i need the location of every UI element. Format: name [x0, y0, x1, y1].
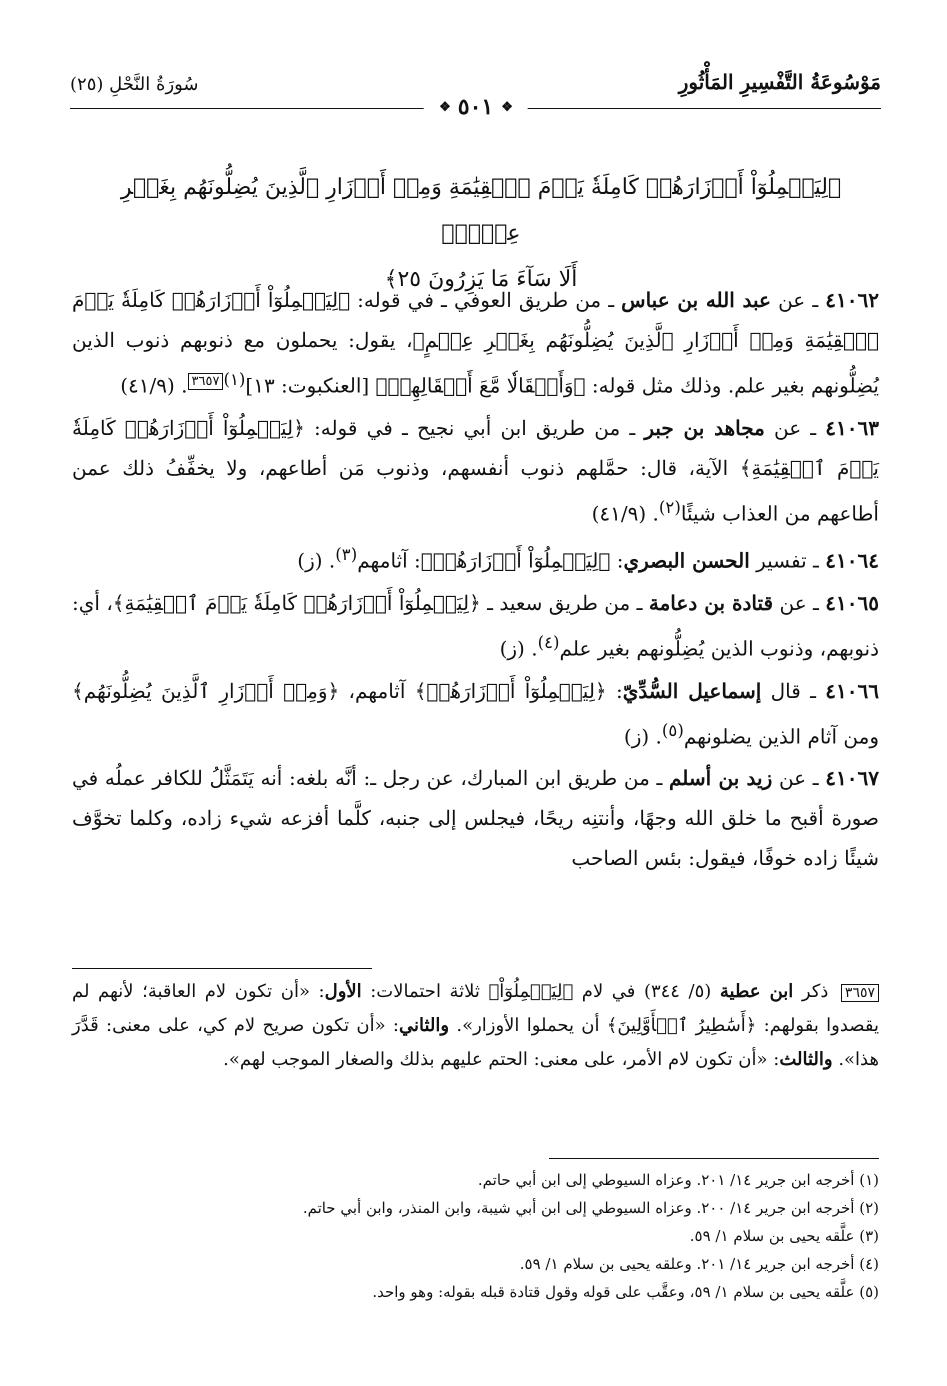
narrator-name: إسماعيل السُّدِّيّ	[622, 678, 762, 703]
footnote: (٣) علَّقه يحيى بن سلام ١/ ٥٩.	[689, 1227, 879, 1245]
footnote-marker[interactable]: (٢)	[658, 497, 681, 517]
entry-text: ـ من طريق العوفي ـ في قوله: ﴿لِيَحۡمِلُوٓاْ أَوۡزَارَهُمۡ كَامِلَةٗ يَوۡمَ ٱلۡقِيَٰمَةِ وَمِنۡ أَوۡزَارِ ٱلَّذِينَ يُضِلُّونَهُم بِغَيۡرِ عِلۡمٍ﴾، يقول: يحملون مع ذنوبهم ذنوب الذين يُضِلُّونهم بغير علم. وذلك مثل قوله: ﴿وَأَثۡقَالٗا مَّعَ أَثۡقَالِهِمۡ﴾ [العنكبوت: ١٣]	[72, 288, 879, 398]
entry-source: . (٤١/٩)	[120, 373, 188, 398]
footnotes	[72, 1166, 879, 1306]
scholarly-note	[72, 975, 879, 1077]
entry-prefix: ـ عن	[772, 766, 819, 791]
entry-prefix: ـ عن	[764, 415, 817, 440]
footnote-separator	[549, 1158, 879, 1159]
page-number-block	[423, 94, 528, 120]
surah-label: سُورَةُ النَّحْلِ (٢٥)	[70, 74, 199, 95]
note-label-second: والثاني	[398, 1015, 450, 1036]
note-text: : «أن تكون صريح لام كي، على معنى: قَدَّرَ هذا».	[72, 1015, 879, 1070]
page-number: ٥٠١	[457, 94, 494, 120]
ornament-icon: ❖	[501, 99, 512, 115]
narrator-name: زيد بن أسلم	[668, 766, 773, 791]
entry-text: : ﴿لِيَحۡمِلُوٓاْ أَوۡزَارَهُمۡ﴾: آثامهم	[357, 548, 624, 573]
entry	[72, 535, 879, 581]
entry-number: ٤١٠٦٧	[825, 766, 880, 791]
entry-text: : ﴿لِيَحۡمِلُوٓاْ أَوۡزَارَهُمۡ﴾ آثامهم، ﴿وَمِنۡ أَوۡزَارِ ٱلَّذِينَ يُضِلُّونَهُم﴾ ومن آثام الذين يضلونهم	[72, 678, 879, 749]
note-text: : «أن تكون لام الأمر، على معنى: الحتم عليهم بذلك والصغار الموجب لهم».	[223, 1049, 780, 1070]
entry-text: ـ من طريق ابن أبي نجيح ـ في قوله: ﴿لِيَحۡمِلُوٓاْ أَوۡزَارَهُمۡ كَامِلَةٗ يَوۡمَ ٱلۡقِيَٰمَةِ﴾ الآية، قال: حمَّلهم ذنوب أنفسهم، وذنوب مَن أطاعهم، ولا يخفِّفُ ذلك عمن أطاعهم من العذاب شيئًا	[72, 415, 879, 526]
footnote-marker[interactable]: (٥)	[661, 720, 684, 740]
entry	[72, 671, 879, 757]
page-header	[70, 70, 881, 128]
verse-line-1: ﴿لِيَحۡمِلُوٓاْ أَوۡزَارَهُمۡ كَامِلَةٗ يَوۡمَ ٱلۡقِيَٰمَةِ وَمِنۡ أَوۡزَارِ ٱلَّذِينَ يُضِلُّونَهُم بِغَيۡرِ عِلۡمٍۗ	[120, 175, 842, 246]
entry-prefix: ـ عن	[773, 590, 819, 615]
commentary-body	[72, 280, 879, 880]
footnote: (٥) علَّقه يحيى بن سلام ١/ ٥٩، وعقَّب على قوله وقول قتادة قبله بقوله: وهو واحد.	[372, 1283, 879, 1301]
narrator-name: الحسن البصري	[623, 548, 750, 573]
note-label-third: والثالث	[779, 1049, 833, 1070]
note-text: ذكر	[793, 981, 837, 1002]
footnote: (٢) أخرجه ابن جرير ١٤/ ٢٠٠. وعزاه السيوطي إلى ابن أبي شيبة، وابن المنذر، وابن أبي حاتم.	[302, 1199, 879, 1217]
note-separator	[72, 968, 372, 969]
entry-prefix: ـ تفسير	[749, 548, 819, 573]
entry	[72, 758, 879, 878]
note-text: (٥/ ٣٤٤) في لام ﴿لِيَحۡمِلُوٓاْ﴾ ثلاثة احتمالات:	[361, 981, 720, 1002]
note-author: ابن عطية	[719, 981, 794, 1002]
narrator-name: قتادة بن دعامة	[648, 590, 774, 615]
entry	[72, 583, 879, 669]
footnote-marker[interactable]: (٤)	[537, 632, 560, 652]
entry-number: ٤١٠٦٦	[825, 678, 880, 703]
footnote: (٤) أخرجه ابن جرير ١٤/ ٢٠١. وعلقه يحيى بن سلام ١/ ٥٩.	[519, 1255, 879, 1273]
entry-number: ٤١٠٦٣	[825, 415, 879, 440]
entry	[72, 280, 879, 406]
narrator-name: مجاهد بن جبر	[644, 415, 765, 440]
entry-number: ٤١٠٦٤	[825, 548, 879, 573]
footnote: (١) أخرجه ابن جرير ١٤/ ٢٠١. وعزاه السيوطي إلى ابن أبي حاتم.	[477, 1171, 879, 1189]
footnote-marker[interactable]: (١)	[223, 370, 246, 389]
book-title: مَوْسُوعَةُ التَّفْسِيرِ المَأْثُورِ	[678, 70, 881, 94]
entry-text: ـ من طريق ابن المبارك، عن رجل ـ: أنَّه بلغه: أنه يَتَمَثَّلُ للكافر عملُه في صورة أقبح ما خلق الله وجهًا، وأنتنِه ريحًا، فيجلس إلى جنبه، كلَّما أفزعه شيء زاده، وكلما تخوَّف شيئًا زاده خوفًا، فيقول: بئس الصاحب	[72, 766, 879, 871]
entry-source: . (ز)	[297, 548, 336, 573]
note-reference[interactable]: ٣٦٥٧	[188, 373, 224, 390]
entry-number: ٤١٠٦٢	[825, 288, 879, 312]
note-text: : «أن تكون لام العاقبة؛ لأنهم لم يقصدوا بقولهم: ﴿أَسَٰطِيرُ ٱلۡأَوَّلِينَ﴾ أن يحملوا الأوزار».	[72, 981, 879, 1036]
entry-source: . (٤١/٩)	[591, 501, 659, 526]
narrator-name: عبد الله بن عباس	[621, 288, 771, 312]
entry-prefix: ـ عن	[770, 288, 819, 312]
entry-source: . (ز)	[499, 636, 538, 661]
footnote-marker[interactable]: (٣)	[335, 545, 358, 565]
note-number: ٣٦٥٧	[841, 984, 879, 1002]
entry-number: ٤١٠٦٥	[825, 590, 879, 615]
verse-line-2: أَلَا سَآءَ مَا يَزِرُونَ ٢٥﴾	[384, 267, 578, 292]
note-label-first: الأول	[324, 981, 362, 1002]
entry-text: ـ من طريق سعيد ـ ﴿لِيَحۡمِلُوٓاْ أَوۡزَارَهُمۡ كَامِلَةٗ يَوۡمَ ٱلۡقِيَٰمَةِ﴾، أي: ذنوبهم، وذنوب الذين يُضِلُّونهم بغير علم	[72, 590, 879, 661]
ornament-icon: ❖	[439, 99, 450, 115]
entry-source: . (ز)	[623, 724, 662, 749]
entry	[72, 408, 879, 534]
entry-prefix: ـ قال	[761, 678, 816, 703]
